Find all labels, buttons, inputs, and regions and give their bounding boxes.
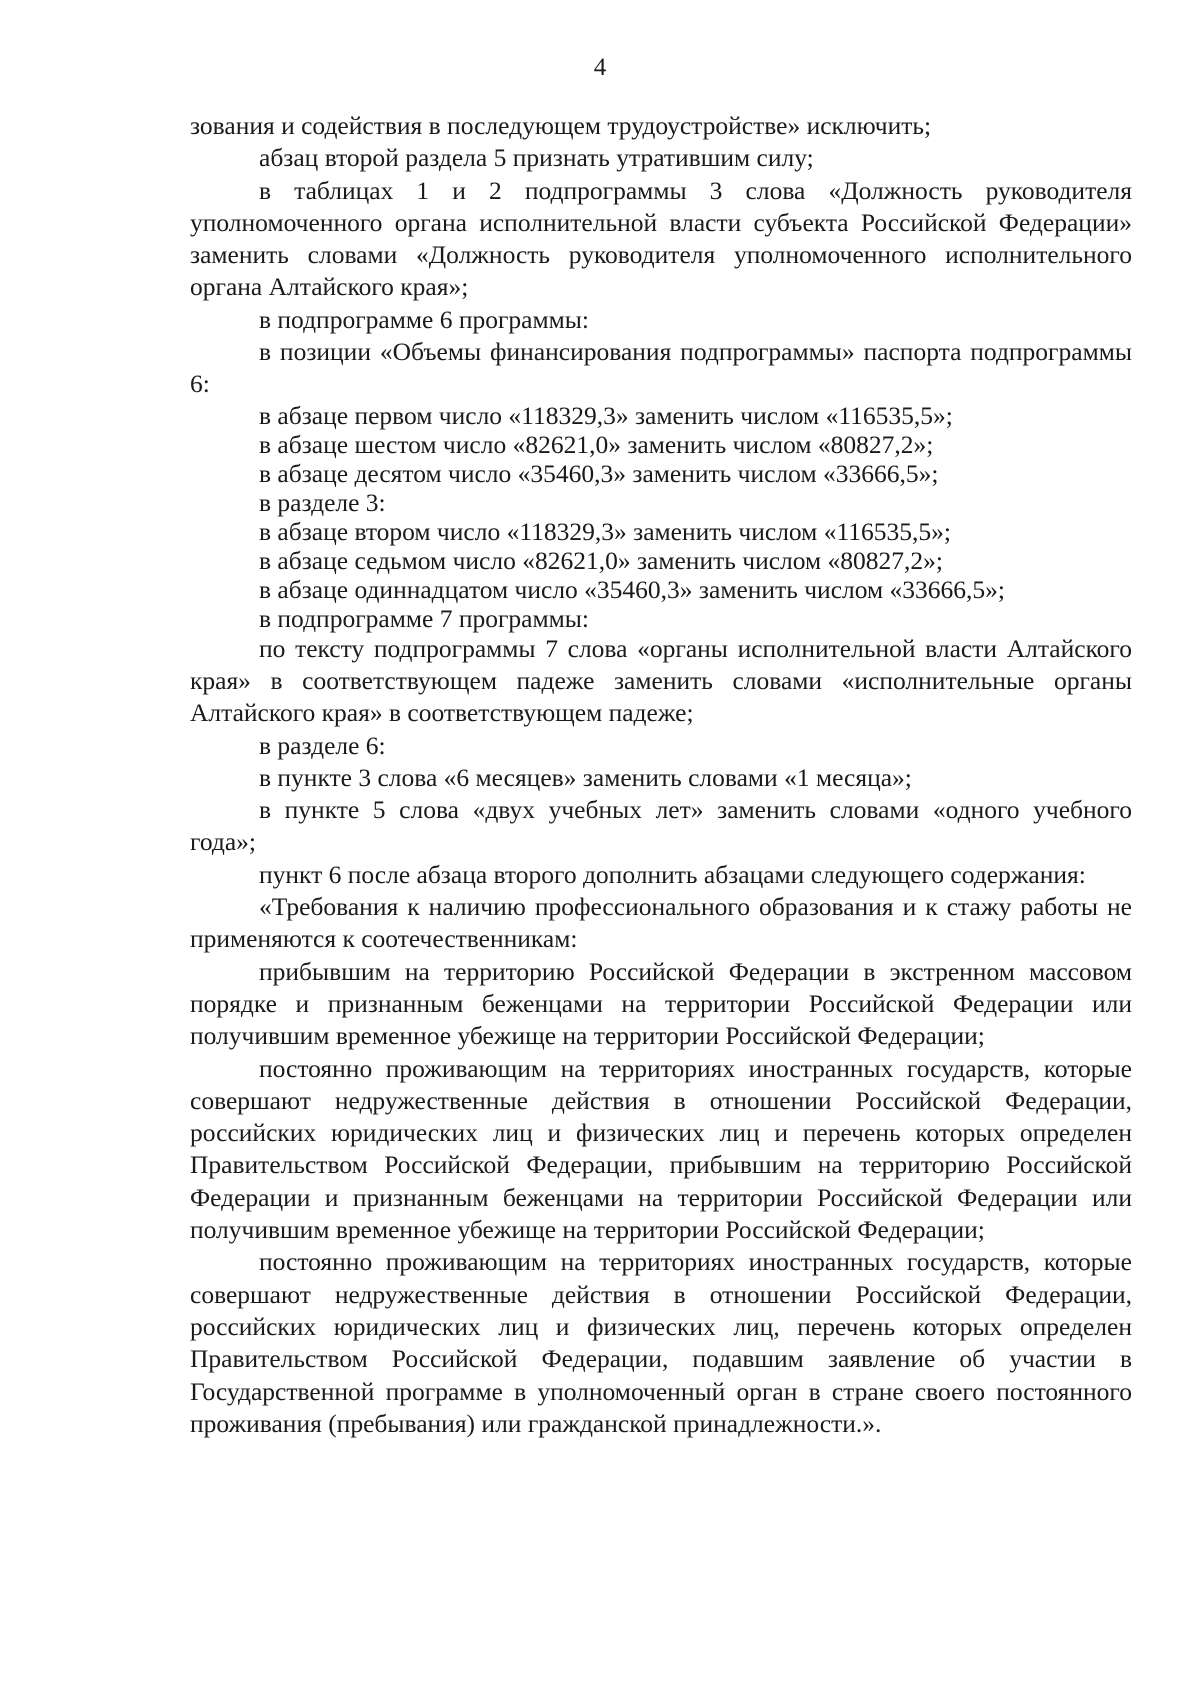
paragraph: в абзаце одиннадцатом число «35460,3» заменить числом «33666,5»; bbox=[259, 574, 1005, 604]
paragraph: в позиции «Объемы финансирования подпрограммы» паспорта подпрограммы 6: bbox=[190, 337, 1132, 399]
paragraph: в пункте 5 слова «двух учебных лет» заменить словами «одного учебного года»; bbox=[190, 795, 1132, 857]
paragraph: в разделе 3: bbox=[259, 487, 386, 517]
paragraph: прибывшим на территорию Российской Федерации в экстренном массовом порядке и признанным беженцами на территории Российской Федерации или получившим временное убежище на территории Российской Федерации; bbox=[190, 956, 1132, 1051]
paragraph: в таблицах 1 и 2 подпрограммы 3 слова «Должность руководителя уполномоченного органа исполнительной власти субъекта Российской Федерации» заменить словами «Должность руководителя уполномоченного исполнительного органа Алтайского края»; bbox=[190, 175, 1132, 302]
paragraph: пункт 6 после абзаца второго дополнить абзацами следующего содержания: bbox=[259, 859, 1086, 889]
paragraph: постоянно проживающим на территориях иностранных государств, которые совершают недружественные действия в отношении Российской Федерации, российских юридических лиц и физических лиц, перечень которых определен Правительством Российской Федерации, подавшим заявление об участии в Государственной программе в уполномоченный орган в стране своего постоянного проживания (пребывания) или гражданской принадлежности.». bbox=[190, 1247, 1132, 1438]
paragraph: абзац второй раздела 5 признать утратившим силу; bbox=[259, 143, 814, 173]
paragraph: в подпрограмме 6 программы: bbox=[259, 304, 589, 334]
paragraph: «Требования к наличию профессионального образования и к стажу работы не применяются к соотечественникам: bbox=[190, 892, 1132, 954]
paragraph: в подпрограмме 7 программы: bbox=[259, 603, 589, 633]
paragraph: в абзаце шестом число «82621,0» заменить числом «80827,2»; bbox=[259, 429, 934, 459]
paragraph: в абзаце первом число «118329,3» заменить числом «116535,5»; bbox=[259, 400, 953, 430]
paragraph: зования и содействия в последующем трудоустройстве» исключить; bbox=[190, 111, 932, 140]
paragraph: в пункте 3 слова «6 месяцев» заменить словами «1 месяца»; bbox=[259, 762, 912, 792]
document-body bbox=[190, 110, 1132, 1440]
paragraph: по тексту подпрограммы 7 слова «органы исполнительной власти Алтайского края» в соответствующем падеже заменить словами «исполнительные органы Алтайского края» в соответствующем падеже; bbox=[190, 633, 1132, 728]
paragraph: в абзаце втором число «118329,3» заменить числом «116535,5»; bbox=[259, 516, 951, 546]
page-number: 4 bbox=[593, 54, 607, 81]
paragraph: в абзаце седьмом число «82621,0» заменить числом «80827,2»; bbox=[259, 545, 943, 575]
paragraph: в абзаце десятом число «35460,3» заменить числом «33666,5»; bbox=[259, 458, 939, 488]
paragraph: постоянно проживающим на территориях иностранных государств, которые совершают недружественные действия в отношении Российской Федерации, российских юридических лиц и физических лиц и перечень которых определен Правительством Российской Федерации, прибывшим на территорию Российской Федерации и признанным беженцами на территории Российской Федерации или получившим временное убежище на территории Российской Федерации; bbox=[190, 1053, 1132, 1245]
paragraph: в разделе 6: bbox=[259, 730, 386, 760]
